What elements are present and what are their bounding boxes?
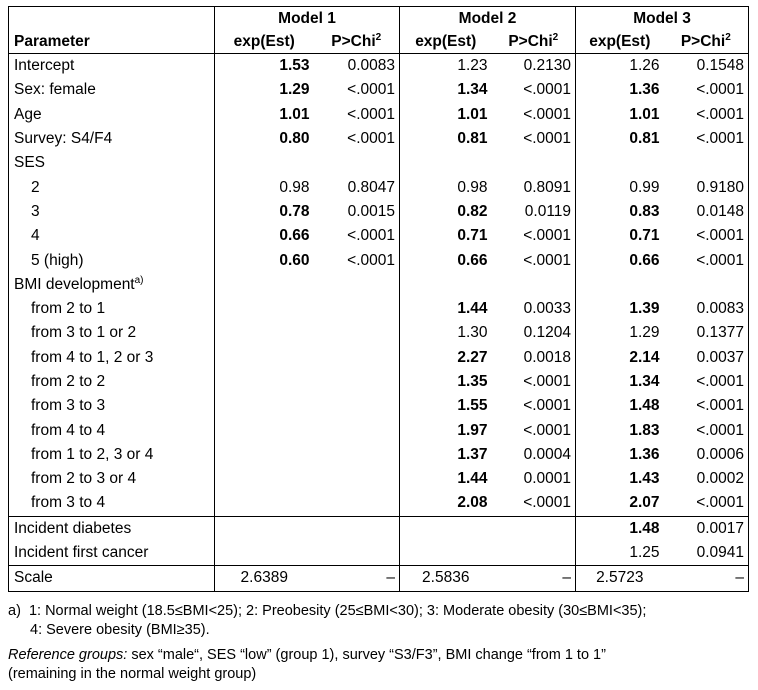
estimate-cell-model-3: 1.48 [576,394,664,418]
estimate-cell-model-3: 1.34 [576,370,664,394]
estimate-cell-model-1: 0.80 [215,127,314,151]
p-value-cell-model-2: <.0001 [523,397,572,415]
row-label: Scale [9,566,215,591]
p-value-cell-model-2 [492,273,576,297]
p-value-cell-model-2: 0.0033 [523,300,572,318]
estimate-cell-model-2: 2.08 [400,491,492,516]
estimate-cell-model-1 [215,370,314,394]
estimate-cell-model-2: 1.23 [400,54,492,79]
estimate-cell-model-3: 2.5723 [576,566,664,591]
p-value-cell-model-2 [492,151,576,175]
row-label: from 1 to 2, 3 or 4 [31,445,154,463]
p-value-cell-model-3 [664,273,749,297]
estimate-cell-model-2: 1.35 [400,370,492,394]
estimate-cell-model-2: 0.98 [400,175,492,199]
estimate-cell-model-3: 0.66 [576,248,664,272]
table-row [9,346,749,370]
p-value-cell-model-1 [314,541,400,566]
p-value-cell-model-1: <.0001 [347,105,396,123]
p-value-cell-model-3: <.0001 [696,373,745,390]
p-value-cell-model-1: <.0001 [347,81,396,99]
p-value-cell-model-3: <.0001 [696,227,745,245]
estimate-cell-model-2: 0.66 [400,248,492,272]
p-value-cell-model-3: 0.0006 [696,445,745,463]
p-value-cell-model-3: <.0001 [696,105,745,123]
p-value-cell-model-2: 0.0001 [523,470,572,488]
p-value-cell-model-1: 0.0083 [347,57,396,75]
results-table-container [8,6,748,690]
footnote-a: a) 1: Normal weight (18.5≤BMI<25); 2: Preobesity (25≤BMI<30); 3: Moderate obesity (30≤BMI<35); 4: Severe obesity (BMI≥35). [8,602,647,638]
table-row [9,78,749,102]
estimate-cell-model-2: 1.37 [400,443,492,467]
p-value-cell-model-3: <.0001 [696,494,745,512]
row-label: Intercept [14,57,75,75]
estimate-cell-model-3: 1.36 [576,78,664,102]
estimate-cell-model-3: 2.07 [576,491,664,516]
estimate-cell-model-3: 1.26 [576,54,664,79]
estimate-cell-model-2: 1.55 [400,394,492,418]
estimate-cell-model-2: 0.82 [400,200,492,224]
p-value-cell-model-1 [314,297,400,321]
table-row [9,541,749,566]
p-value-cell-model-3: 0.9180 [696,178,745,196]
p-value-cell-model-1: <.0001 [347,227,396,245]
table-row [9,443,749,467]
p-value-cell-model-3: 0.0002 [696,470,745,488]
row-label: Incident diabetes [9,516,215,541]
p-value-cell-model-2: 0.0004 [523,445,572,463]
p-value-cell-model-1 [314,443,400,467]
estimate-cell-model-3 [576,273,664,297]
estimate-cell-model-1: 1.53 [215,54,314,79]
estimate-cell-model-2: 1.30 [400,321,492,345]
model-2-header: Model 2 [400,7,576,32]
estimate-cell-model-3: 1.39 [576,297,664,321]
p-value-cell-model-3: 0.0148 [696,202,745,220]
est-header-1: exp(Est) [215,31,314,54]
p-value-cell-model-2: 0.1204 [523,324,572,342]
estimate-cell-model-2: 1.97 [400,418,492,442]
parameter-header: Parameter [9,31,215,54]
row-label: 2 [31,178,40,196]
p-value-cell-model-2: <.0001 [523,494,572,512]
p-value-cell-model-3: <.0001 [696,397,745,415]
table-row [9,200,749,224]
estimate-cell-model-1 [215,321,314,345]
p-value-cell-model-1: – [314,566,400,591]
estimate-cell-model-1 [215,418,314,442]
estimate-cell-model-3: 1.43 [576,467,664,491]
table-row [9,467,749,491]
p-value-cell-model-3: 0.0037 [696,348,745,366]
p-value-cell-model-1 [314,491,400,516]
p-value-cell-model-2: <.0001 [523,105,572,123]
table-row [9,394,749,418]
row-label: SES [14,154,46,172]
row-label: from 4 to 4 [31,421,106,439]
p-value-cell-model-2: <.0001 [523,130,572,148]
estimate-cell-model-1: 1.29 [215,78,314,102]
estimate-cell-model-2: 1.44 [400,297,492,321]
estimate-cell-model-1: 0.66 [215,224,314,248]
row-label: 4 [31,227,40,245]
estimate-cell-model-3: 0.99 [576,175,664,199]
p-value-cell-model-3: <.0001 [696,421,745,439]
row-label: BMI development$^{a)}$ [14,274,144,293]
estimate-cell-model-1 [215,491,314,516]
table-row [9,566,749,591]
estimate-cell-model-1 [215,273,314,297]
estimate-cell-model-1: 1.01 [215,103,314,127]
table-row [9,321,749,345]
estimate-cell-model-2: 1.44 [400,467,492,491]
p-value-cell-model-2 [492,516,576,541]
estimate-cell-model-1 [215,394,314,418]
p-value-cell-model-1 [314,467,400,491]
p-value-cell-model-2: 0.8091 [523,178,572,196]
p-value-cell-model-2 [492,541,576,566]
estimate-cell-model-2: 1.01 [400,103,492,127]
estimate-cell-model-2 [400,541,492,566]
scale-rows [9,566,749,591]
p-header-3: P>Chi$^2$ [664,31,749,54]
row-label: from 3 to 4 [31,494,106,512]
p-value-cell-model-1: <.0001 [347,251,396,269]
row-label: from 3 to 1 or 2 [31,324,137,342]
p-value-cell-model-1 [314,370,400,394]
p-value-cell-model-3: 0.1548 [696,57,745,75]
estimate-cell-model-3: 0.81 [576,127,664,151]
p-value-cell-model-2: 0.2130 [523,57,572,75]
p-value-cell-model-2: – [492,566,576,591]
p-value-cell-model-3: 0.0941 [696,544,745,562]
p-header-2: P>Chi$^2$ [492,31,576,54]
estimate-cell-model-1 [215,541,314,566]
main-rows [9,54,749,517]
row-label: 5 (high) [31,251,84,269]
table-row [9,297,749,321]
table-row [9,127,749,151]
p-value-cell-model-1 [314,516,400,541]
p-value-cell-model-1 [314,346,400,370]
estimate-cell-model-3: 1.01 [576,103,664,127]
estimate-cell-model-2: 2.5836 [400,566,492,591]
p-value-cell-model-3: 0.1377 [696,324,745,342]
p-value-cell-model-3: <.0001 [696,130,745,148]
p-value-cell-model-2: <.0001 [523,81,572,99]
p-value-cell-model-2: <.0001 [523,251,572,269]
row-label: Survey: S4/F4 [14,130,113,148]
p-value-cell-model-3: – [664,566,749,591]
estimate-cell-model-1 [215,346,314,370]
incident-rows [9,516,749,566]
table-notes [8,602,748,684]
table-row [9,54,749,79]
p-value-cell-model-1: 0.8047 [347,178,396,196]
estimate-cell-model-2: 0.81 [400,127,492,151]
row-label: from 2 to 3 or 4 [31,470,137,488]
table-row [9,151,749,175]
table-row [9,516,749,541]
param-header-blank [9,7,215,32]
p-value-cell-model-2: 0.0119 [524,202,572,220]
reference-groups-note: Reference groups: sex “male“, SES “low” (group 1), survey “S3/F3”, BMI change “from 1 to 1” (remaining in the normal weight group) [8,646,606,682]
row-label: from 3 to 3 [31,397,106,415]
estimate-cell-model-3 [576,151,664,175]
estimate-cell-model-2 [400,151,492,175]
row-label: from 2 to 2 [31,373,106,390]
row-label: Incident first cancer [14,544,149,562]
p-value-cell-model-3 [664,151,749,175]
p-value-cell-model-2: <.0001 [523,227,572,245]
row-label: from 4 to 1, 2 or 3 [31,348,154,366]
estimate-cell-model-2: 0.71 [400,224,492,248]
estimate-cell-model-3: 0.71 [576,224,664,248]
estimate-cell-model-1: 0.60 [215,248,314,272]
table-row [9,175,749,199]
table-row [9,224,749,248]
model-3-header: Model 3 [576,7,749,32]
regression-table [8,6,749,592]
estimate-cell-model-3: 2.14 [576,346,664,370]
estimate-cell-model-1: 0.98 [215,175,314,199]
estimate-cell-model-3: 0.83 [576,200,664,224]
model-header-row [9,7,749,32]
p-value-cell-model-2: <.0001 [523,421,572,439]
estimate-cell-model-1 [215,443,314,467]
p-value-cell-model-3: 0.0083 [696,300,745,318]
est-header-3: exp(Est) [576,31,664,54]
estimate-cell-model-1 [215,467,314,491]
p-value-cell-model-1 [314,418,400,442]
p-value-cell-model-2: <.0001 [523,373,572,390]
table-row [9,248,749,272]
p-value-cell-model-1: 0.0015 [347,202,396,220]
estimate-cell-model-2: 2.27 [400,346,492,370]
table-row [9,273,749,297]
p-value-cell-model-2: 0.0018 [523,348,572,366]
estimate-cell-model-1 [215,516,314,541]
row-label: Age [14,105,42,123]
estimate-cell-model-2: 1.34 [400,78,492,102]
estimate-cell-model-3: 1.48 [576,516,664,541]
p-value-cell-model-1 [314,273,400,297]
row-label: from 2 to 1 [31,300,106,318]
table-row [9,418,749,442]
model-1-header: Model 1 [215,7,400,32]
p-value-cell-model-1 [314,394,400,418]
estimate-cell-model-1: 0.78 [215,200,314,224]
estimate-cell-model-3: 1.83 [576,418,664,442]
p-value-cell-model-1 [314,321,400,345]
table-row [9,370,749,394]
p-value-cell-model-1 [314,151,400,175]
row-label: 3 [31,202,40,220]
table-row [9,491,749,516]
estimate-cell-model-1 [215,297,314,321]
p-header-1: P>Chi$^2$ [314,31,400,54]
table-row [9,103,749,127]
p-value-cell-model-3: <.0001 [696,251,745,269]
estimate-cell-model-2 [400,516,492,541]
p-value-cell-model-3: 0.0017 [664,516,749,541]
estimate-cell-model-1 [215,151,314,175]
estimate-cell-model-3: 1.29 [576,321,664,345]
estimate-cell-model-1: 2.6389 [215,566,314,591]
est-header-2: exp(Est) [400,31,492,54]
estimate-cell-model-2 [400,273,492,297]
p-value-cell-model-1: <.0001 [347,130,396,148]
p-value-cell-model-3: <.0001 [696,81,745,99]
row-label: Sex: female [14,81,96,99]
column-header-row [9,31,749,54]
estimate-cell-model-3: 1.36 [576,443,664,467]
estimate-cell-model-3: 1.25 [576,541,664,566]
